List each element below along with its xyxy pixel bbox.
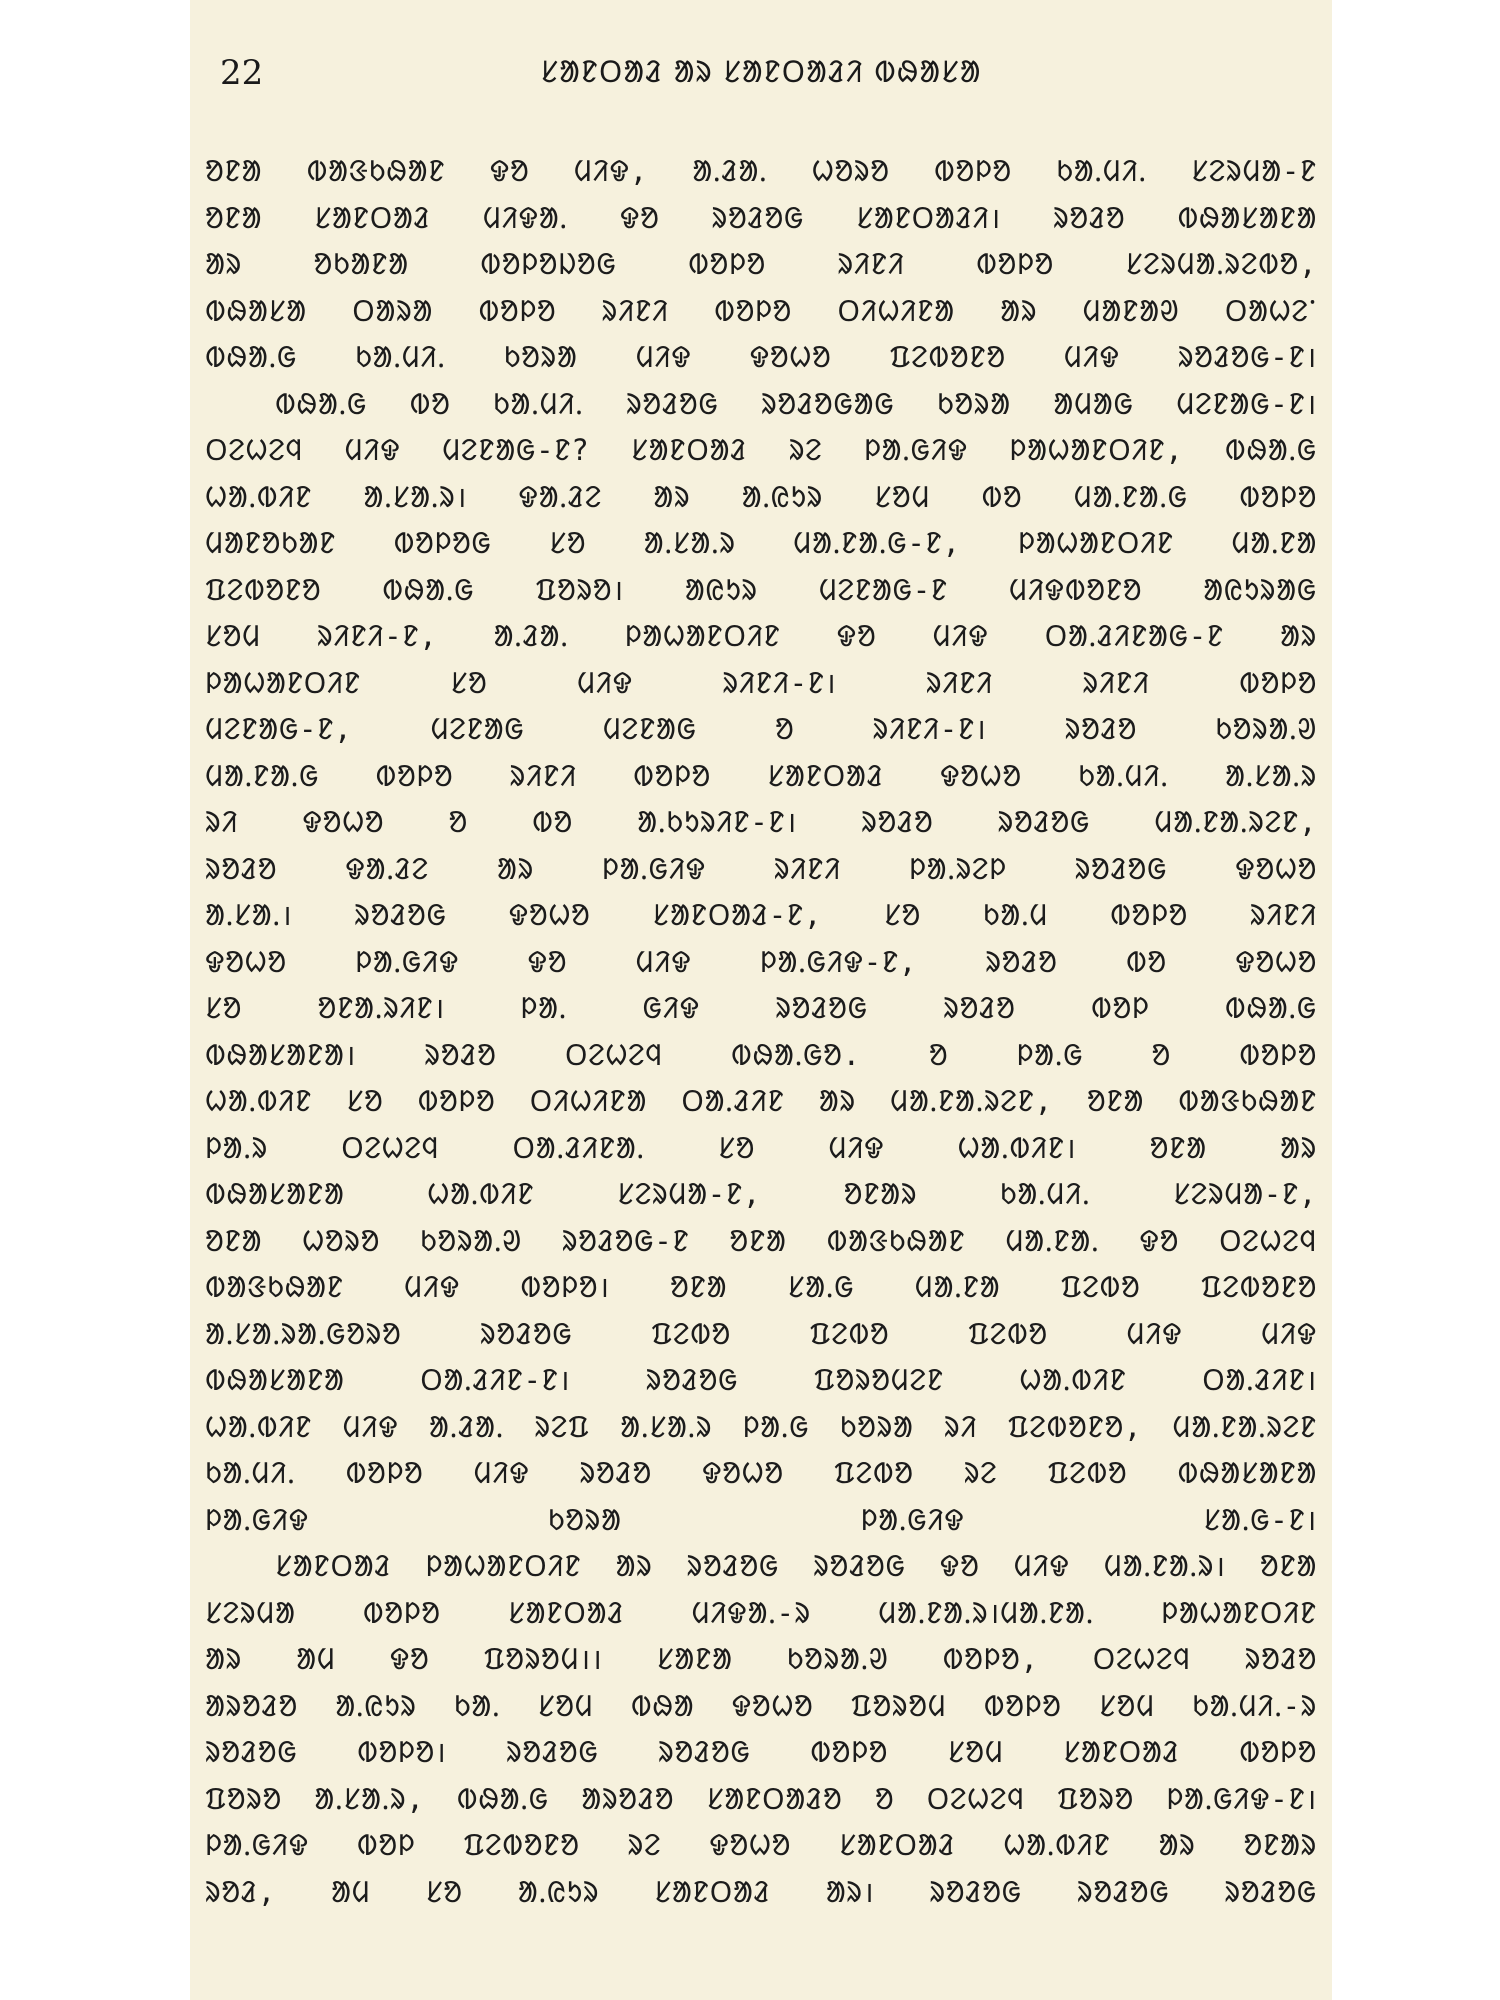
text-line: ᱦᱟᱹᱵᱤᱱ ᱟᱹᱥᱟᱹᱨ। ᱫᱟᱹᱲᱮ ᱟᱨ ᱟᱹᱭᱩᱨ ᱥᱚᱢ ᱵᱚ ᱢᱟᱹᱱᱟᱹᱜ ᱵᱚᱞᱚ	[205, 479, 1317, 514]
text-line: ᱵᱷᱟᱹᱜ ᱠᱟᱹᱢᱤᱹ ᱠᱚᱨᱟ ᱢᱤᱫ ᱫᱚᱦᱚ ᱯᱮᱵᱚᱱᱚ ᱢᱤᱫ ᱨᱚᱲᱚᱜ-ᱱ।	[205, 340, 1317, 374]
text-line: ᱥᱚᱢ ᱨᱤᱱᱤ-ᱱ, ᱟᱹᱲᱟᱹ ᱞᱟᱦᱟᱱᱛᱤᱱ ᱫᱚ ᱢᱤᱫ ᱛᱟᱹᱲᱤᱱᱟᱜ-ᱱ ᱟᱨ	[205, 619, 1317, 653]
text-line: ᱵᱟᱝᱠᱷᱟᱱ ᱢᱤᱫ ᱵᱚᱞᱚ। ᱚᱱᱟ ᱥᱟᱹᱜ ᱢᱟᱹᱱᱟ ᱯᱮᱵᱚ ᱯᱮᱵᱚᱱᱚ	[205, 1270, 1317, 1304]
book-page	[190, 0, 1332, 2000]
page-number: 22	[220, 53, 264, 93]
paragraph	[205, 148, 1317, 381]
text-line: ᱞᱟᱹᱨ ᱛᱮᱦᱮᱧ ᱛᱟᱹᱲᱤᱱᱟᱹ ᱥᱚ ᱢᱤᱫ ᱦᱟᱹᱵᱤᱱ। ᱚᱱᱟ ᱟᱨ	[205, 1130, 1317, 1165]
text-line: ᱯᱮᱵᱚᱱᱚ ᱵᱷᱟᱹᱜ ᱯᱚᱨᱚ। ᱟᱭᱩᱨ ᱢᱮᱱᱟᱜ-ᱱ ᱢᱤᱫᱵᱚᱱᱚ ᱟᱭᱩᱨᱟᱜ	[205, 572, 1317, 607]
text-line: ᱠᱟᱹᱢᱤᱹ ᱵᱚᱞᱚ ᱢᱤᱫ ᱨᱚᱲᱚ ᱫᱚᱦᱚ ᱯᱮᱵᱚ ᱨᱮ ᱯᱮᱵᱚ ᱵᱷᱟᱥᱟᱱᱟ	[205, 1456, 1317, 1490]
text-line: ᱞᱟᱹᱜᱤᱫ ᱵᱚᱞ ᱯᱮᱵᱚᱱᱚ ᱨᱮ ᱫᱚᱦᱚ ᱥᱟᱱᱛᱟᱲ ᱦᱟᱹᱵᱤᱱ ᱟᱨ ᱚᱱᱟᱨ	[205, 1828, 1317, 1862]
text-line: ᱚᱱᱟ ᱦᱚᱨᱚ ᱠᱚᱨᱟᱹᱣ ᱨᱚᱲᱚᱜ-ᱱ ᱚᱱᱟ ᱵᱟᱝᱠᱷᱟᱱ ᱢᱟᱹᱱᱟᱹ ᱫᱚ ᱛᱮᱦᱮᱧ	[205, 1223, 1317, 1258]
text-line: ᱢᱮᱱᱟᱜ-ᱱ, ᱢᱮᱱᱟᱜ ᱢᱮᱱᱟᱜ ᱚ ᱨᱤᱱᱤ-ᱱ। ᱨᱚᱲᱚ ᱠᱚᱨᱟᱹᱣ	[205, 712, 1317, 746]
text-line: ᱯᱚᱨᱚ ᱟᱹᱥᱟᱹᱨ, ᱵᱷᱟᱹᱜ ᱟᱨᱚᱲᱚ ᱥᱟᱱᱛᱟᱲᱚ ᱚ ᱛᱮᱦᱮᱧ ᱯᱚᱨᱚ ᱞᱟᱹᱜᱤᱫ-ᱱ।	[205, 1781, 1317, 1816]
text-line: ᱟᱨᱚᱲᱚ ᱟᱹᱭᱩᱨ ᱠᱟᱹ ᱥᱚᱢ ᱵᱷᱟ ᱫᱚᱦᱚ ᱯᱚᱨᱚᱢ ᱵᱚᱞᱚ ᱥᱚᱢ ᱠᱟᱹᱢᱤᱹ-ᱨ	[205, 1688, 1317, 1723]
text-line: ᱦᱟᱹᱵᱤᱱ ᱢᱤᱫ ᱟᱹᱲᱟᱹ ᱨᱮᱯ ᱟᱹᱥᱟᱹᱨ ᱞᱟᱹᱜ ᱠᱚᱨᱟ ᱨᱤ ᱯᱮᱵᱚᱱᱚ, ᱢᱟᱹᱱᱟᱹᱨᱮᱱ	[205, 1409, 1317, 1444]
text-line: ᱨᱤ ᱫᱚᱦᱚ ᱚ ᱵᱚ ᱟᱹᱠᱩᱨᱤᱱ-ᱱ। ᱨᱚᱲᱚ ᱨᱚᱲᱚᱜ ᱢᱟᱹᱱᱟᱹᱨᱮᱱ,	[205, 805, 1317, 839]
text-line: ᱨᱚᱲᱚ ᱫᱟᱹᱲᱮ ᱟᱨ ᱞᱟᱹᱜᱤᱫ ᱨᱤᱱᱤ ᱞᱟᱹᱨᱮᱞ ᱨᱚᱲᱚᱜ ᱫᱚᱦᱚ	[205, 851, 1317, 886]
text-line: ᱚᱱᱟ ᱵᱟᱝᱠᱷᱟᱱ ᱫᱚ ᱢᱤᱫ, ᱟᱹᱲᱟᱹ ᱦᱚᱨᱚ ᱵᱚᱞᱚ ᱠᱟᱹᱢᱤᱹ ᱥᱮᱨᱢᱟ-ᱱ	[205, 154, 1317, 188]
page-header	[205, 48, 1317, 98]
paragraph	[205, 381, 1317, 1544]
text-line: ᱵᱷᱟᱥᱟᱱᱟ ᱛᱟᱹᱲᱤᱱ-ᱱ। ᱨᱚᱲᱚᱜ ᱯᱚᱨᱚᱢᱮᱱ ᱦᱟᱹᱵᱤᱱ ᱛᱟᱹᱲᱤᱱ।	[205, 1363, 1317, 1397]
text-line: ᱛᱮᱦᱮᱧ ᱢᱤᱫ ᱢᱮᱱᱟᱜ-ᱱ? ᱥᱟᱱᱛᱟᱲ ᱨᱮ ᱞᱟᱹᱜᱤᱫ ᱞᱟᱦᱟᱱᱛᱤᱱ, ᱵᱷᱟᱹᱜ	[205, 433, 1317, 467]
text-line: ᱨᱚᱲ, ᱟᱢ ᱥᱚ ᱟᱹᱭᱩᱨ ᱥᱟᱱᱛᱟᱲ ᱟᱨ। ᱨᱚᱲᱚᱜ ᱨᱚᱲᱚᱜ ᱨᱚᱲᱚᱜ	[205, 1874, 1317, 1909]
text-line: ᱥᱟᱱᱛᱟᱲ ᱞᱟᱦᱟᱱᱛᱤᱱ ᱟᱨ ᱨᱚᱲᱚᱜ ᱨᱚᱲᱚᱜ ᱫᱚ ᱢᱤᱫ ᱢᱟᱹᱱᱟᱹᱨ। ᱚᱱᱟ	[275, 1549, 1317, 1583]
text-line: ᱥᱚ ᱚᱱᱟᱹᱨᱤᱱ। ᱞᱟᱹ ᱜᱤᱫ ᱨᱚᱲᱚᱜ ᱨᱚᱲᱚ ᱵᱚᱞ ᱵᱷᱟᱹᱜ	[205, 991, 1317, 1025]
text-line: ᱟᱨ ᱟᱢ ᱫᱚ ᱯᱚᱨᱚᱢ।। ᱥᱟᱱᱟ ᱠᱚᱨᱟᱹᱣ ᱵᱚᱞᱚ, ᱛᱮᱦᱮᱧ ᱨᱚᱲᱚ	[205, 1642, 1317, 1676]
text-line: ᱢᱟᱱᱚᱠᱟᱱ ᱵᱚᱞᱚᱜ ᱥᱚ ᱟᱹᱥᱟᱹᱨ ᱢᱟᱹᱱᱟᱹᱜ-ᱱ, ᱞᱟᱦᱟᱱᱛᱤᱱ ᱢᱟᱹᱱᱟ	[205, 526, 1317, 560]
text-line: ᱫᱚᱦᱚ ᱞᱟᱹᱜᱤᱫ ᱫᱚ ᱢᱤᱫ ᱞᱟᱹᱜᱤᱫ-ᱱ, ᱨᱚᱲᱚ ᱵᱚ ᱫᱚᱦᱚ	[205, 944, 1317, 979]
text-line: ᱚᱱᱟ ᱥᱟᱱᱛᱟᱲ ᱢᱤᱫᱟᱹ ᱫᱚ ᱨᱚᱲᱚᱜ ᱥᱟᱱᱛᱟᱲᱤ। ᱨᱚᱲᱚ ᱵᱷᱟᱥᱟᱱᱟ	[205, 200, 1317, 235]
body-text	[205, 148, 1317, 1915]
running-head: ᱥᱟᱱᱛᱟᱲ ᱟᱨ ᱥᱟᱱᱛᱟᱲᱤ ᱵᱷᱟᱥᱟ	[540, 55, 982, 90]
text-line: ᱵᱷᱟᱥᱟᱱᱟ ᱦᱟᱹᱵᱤᱱ ᱥᱮᱨᱢᱟ-ᱱ, ᱚᱱᱟᱨ ᱠᱟᱹᱢᱤᱹ ᱥᱮᱨᱢᱟ-ᱱ,	[205, 1177, 1317, 1211]
text-line: ᱢᱟᱹᱱᱟᱹᱜ ᱵᱚᱞᱚ ᱨᱤᱱᱤ ᱵᱚᱞᱚ ᱥᱟᱱᱛᱟᱲ ᱫᱚᱦᱚ ᱠᱟᱹᱢᱤᱹ ᱟᱹᱥᱟᱹᱨ	[205, 758, 1317, 793]
text-line: ᱟᱨ ᱚᱠᱟᱱᱟ ᱵᱚᱞᱚᱡᱚᱜ ᱵᱚᱞᱚ ᱨᱤᱱᱤ ᱵᱚᱞᱚ ᱥᱮᱨᱢᱟᱹᱨᱮᱵᱚ,	[205, 247, 1317, 281]
text-line: ᱨᱚᱲᱚᱜ ᱵᱚᱞᱚ। ᱨᱚᱲᱚᱜ ᱨᱚᱲᱚᱜ ᱵᱚᱞᱚ ᱥᱚᱢ ᱥᱟᱱᱛᱟᱲ ᱵᱚᱞᱚ	[205, 1735, 1317, 1769]
text-line: ᱵᱷᱟᱹᱜ ᱵᱚ ᱠᱟᱹᱢᱤᱹ ᱨᱚᱲᱚᱜ ᱨᱚᱲᱚᱜᱟᱜ ᱠᱚᱨᱟ ᱟᱢᱟᱜ ᱢᱮᱱᱟᱜ-ᱱ।	[275, 386, 1317, 421]
paragraph	[205, 1543, 1317, 1915]
text-line: ᱞᱟᱹᱜᱤᱫ ᱠᱚᱨᱟ ᱞᱟᱹᱜᱤᱫ ᱥᱟᱹᱜ-ᱱ।	[205, 1502, 1317, 1537]
text-line: ᱟᱹᱥᱟᱹᱨᱟᱹᱜᱚᱨᱚ ᱨᱚᱲᱚᱜ ᱯᱮᱵᱚ ᱯᱮᱵᱚ ᱯᱮᱵᱚ ᱢᱤᱫ ᱢᱤᱫ	[205, 1316, 1317, 1351]
text-line: ᱵᱷᱟᱥᱟᱱᱟ। ᱨᱚᱲᱚ ᱛᱮᱦᱮᱧ ᱵᱷᱟᱹᱜᱚ. ᱚ ᱞᱟᱹᱜ ᱚ ᱵᱚᱞᱚ	[205, 1037, 1317, 1072]
text-line: ᱥᱮᱨᱢᱟ ᱵᱚᱞᱚ ᱥᱟᱱᱛᱟᱲ ᱢᱤᱫᱟᱹ-ᱨ ᱢᱟᱹᱱᱟᱹᱨ।ᱢᱟᱹᱱᱟᱹ ᱞᱟᱦᱟᱱᱛᱤᱱ	[205, 1595, 1317, 1630]
text-line: ᱦᱟᱹᱵᱤᱱ ᱥᱚ ᱵᱚᱞᱚ ᱛᱤᱦᱤᱱᱟ ᱛᱟᱹᱲᱤᱱ ᱟᱨ ᱢᱟᱹᱱᱟᱹᱨᱮᱱ, ᱚᱱᱟ ᱵᱟᱝᱠᱷᱟᱱ	[205, 1084, 1317, 1118]
text-line: ᱞᱟᱦᱟᱱᱛᱤᱱ ᱥᱚ ᱢᱤᱫ ᱨᱤᱱᱤ-ᱱ। ᱨᱤᱱᱤ ᱨᱤᱱᱤ ᱵᱚᱞᱚ	[205, 665, 1317, 700]
text-line: ᱟᱹᱥᱟᱹ। ᱨᱚᱲᱚᱜ ᱫᱚᱦᱚ ᱥᱟᱱᱛᱟᱲ-ᱱ, ᱥᱚ ᱠᱟᱹᱢ ᱵᱚᱞᱚ ᱨᱤᱱᱤ	[205, 898, 1317, 932]
text-line: ᱵᱷᱟᱥᱟ ᱛᱟᱨᱟ ᱵᱚᱞᱚ ᱨᱤᱱᱤ ᱵᱚᱞᱚ ᱛᱤᱦᱤᱱᱟ ᱟᱨ ᱢᱟᱱᱟᱣ ᱛᱟᱦᱮᱸ	[205, 293, 1317, 328]
